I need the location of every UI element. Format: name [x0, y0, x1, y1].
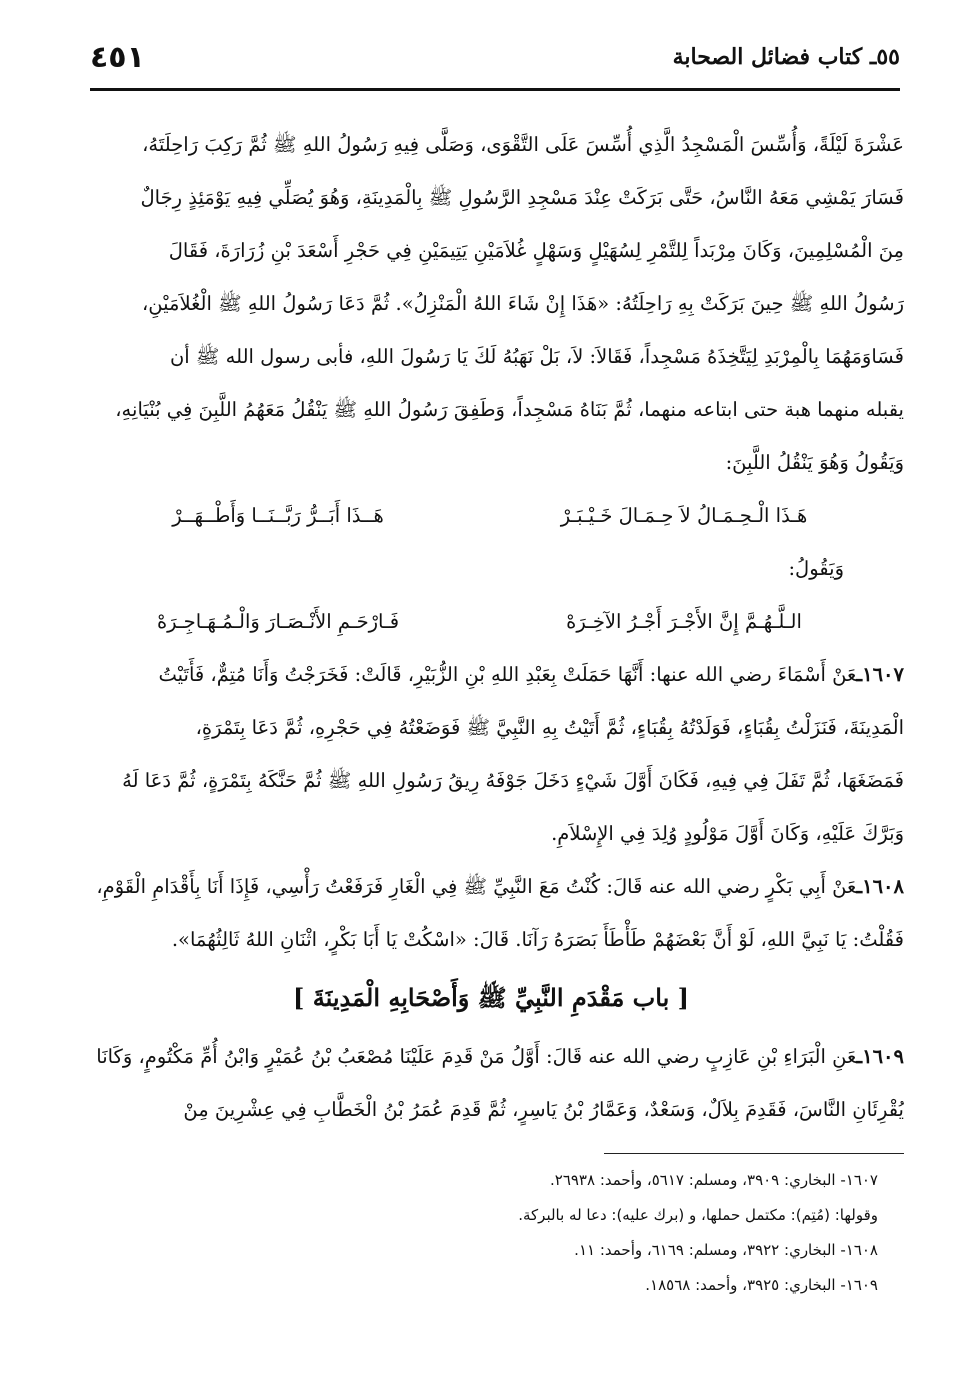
chapter-heading: [ باب مَقْدَمِ النَّبِيِّ ﷺ وَأَصْحَابِهِ الْمَدِينَةَ ]	[293, 983, 689, 1012]
text-line: يقبله منهما هبة حتى ابتاعه منهما، ثُمَّ بَنَاهُ مَسْجِداً، وَطَفِقَ رَسُولُ اللهِ ﷺ يَنْقُلُ مَعَهُمُ اللَّبِنَ فِي بُنْيَانِهِ،	[115, 398, 904, 421]
hadith-1609-line: ١٦٠٩ـعَنِ الْبَرَاءِ بْنِ عَازِبٍ رضي الله عنه قَالَ: أَوَّلُ مَنْ قَدِمَ عَلَيْنَا مُصْعَبُ بْنُ عُمَيْرٍ وَابْنُ أُمِّ مَكْتُومٍ، وَكَانَا	[96, 1045, 904, 1068]
verse-first-hemistich: هَـذَا الْـحِـمَـالُ لاَ حِـمَـالَ خَـيْـبَـرْ	[560, 504, 808, 527]
text-line: وَبَرَّكَ عَلَيْهِ، وَكَانَ أَوَّلَ مَوْلُودٍ وُلِدَ فِي الإِسْلاَمِ.	[551, 822, 904, 845]
text-line: يُقْرِئَانِ النَّاسَ، فَقَدِمَ بِلاَلٌ، وَسَعْدٌ، وَعَمَّارُ بْنُ يَاسِرٍ، ثُمَّ قَدِمَ عُمَرُ بْنُ الْخَطَّابِ فِي عِشْرِينَ مِنْ	[183, 1098, 904, 1121]
main-text	[78, 118, 904, 1136]
footnote: وقولها: (مُتِم): مكتمل حملها، و (برك عليه): دعا له بالبركة.	[518, 1206, 878, 1224]
verse-second-hemistich: هَــذَا أَبَــرُّ رَبَّــنَــا وَأَطْــهَــرْ	[172, 504, 384, 527]
hadith-1607-line: ١٦٠٧ـعَنْ أَسْمَاءَ رضي الله عنها: أَنَّهَا حَمَلَتْ بِعَبْدِ اللهِ بْنِ الزُّبَيْرِ، قَالَتْ: فَخَرَجْتُ وَأَنَا مُتِمٌّ، فَأَتَيْتُ	[158, 663, 904, 686]
page-header	[90, 40, 900, 86]
text-line: رَسُولُ اللهِ ﷺ حِينَ بَرَكَتْ بِهِ رَاحِلَتُهُ: «هَذَا إِنْ شَاءَ اللهُ الْمَنْزِلُ». ثُمَّ دَعَا رَسُولُ اللهِ ﷺ الْغُلاَمَيْنِ،	[142, 292, 904, 315]
footnote: ١٦٠٧- البخاري: ٣٩٠٩، ومسلم: ٥٦١٧، وأحمد: ٢٦٩٣٨.	[549, 1171, 878, 1189]
text-line: وَيَقُولُ وَهُوَ يَنْقُلُ اللَّبِنَ:	[725, 451, 904, 474]
header-rule	[90, 88, 900, 91]
text-line: مِنَ الْمُسْلِمِينَ، وَكَانَ مِرْبَداً لِلتَّمْرِ لِسُهَيْلٍ وَسَهْلٍ غُلاَمَيْنِ يَتِيمَيْنِ فِي حَجْرِ أَسْعَدَ بْنِ زُرَارَةَ، فَقَالَ	[168, 239, 904, 262]
text-line: عَشْرَةَ لَيْلَةً، وَأُسِّسَ الْمَسْجِدُ الَّذِي أُسِّسَ عَلَى التَّقْوَى، وَصَلَّى فِيهِ رَسُولُ اللهِ ﷺ ثُمَّ رَكِبَ رَاحِلَتَهُ،	[142, 133, 904, 156]
text-line: فَسَارَ يَمْشِي مَعَهُ النَّاسُ، حَتَّى بَرَكَتْ عِنْدَ مَسْجِدِ الرَّسُولِ ﷺ بِالْمَدِينَةِ، وَهُوَ يُصَلِّي فِيهِ يَوْمَئِذٍ رِجَالٌ	[140, 186, 904, 209]
text-line: الْمَدِينَةَ، فَنَزَلْتُ بِقُبَاءٍ، فَوَلَدْتُهُ بِقُبَاءٍ، ثُمَّ أَتَيْتُ بِهِ النَّبِيَّ ﷺ فَوَضَعْتُهُ فِي حَجْرِهِ، ثُمَّ دَعَا بِتَمْرَةٍ،	[195, 716, 904, 739]
verse-first-hemistich: الـلَّـهُـمَّ إِنَّ الأَجْـرَ أَجْـرُ الآخِـرَهْ	[566, 610, 802, 633]
verse-2	[78, 595, 904, 648]
text-line: فَمَضَغَهَا، ثُمَّ تَفَلَ فِي فِيهِ، فَكَانَ أَوَّلَ شَيْءٍ دَخَلَ جَوْفَهُ رِيقُ رَسُولِ اللهِ ﷺ ثُمَّ حَنَّكَهُ بِتَمْرَةٍ، ثُمَّ دَعَا لَهُ	[122, 769, 904, 792]
verse-second-hemistich: فَـارْحَـمِ الأَنْـصَـارَ وَالْـمُـهَـاجِـرَهْ	[156, 610, 400, 633]
hadith-1608-line: ١٦٠٨ـعَنْ أَبِي بَكْرٍ رضي الله عنه قَالَ: كُنْتُ مَعَ النَّبِيِّ ﷺ فِي الْغَارِ فَرَفَعْتُ رَأْسِي، فَإِذَا أَنَا بِأَقْدَامِ الْقَوْمِ،	[96, 875, 904, 898]
text-line: فَقُلْتُ: يَا نَبِيَّ اللهِ، لَوْ أَنَّ بَعْضَهُمْ طَأْطَأَ بَصَرَهُ رَآنَا. قَالَ: «اسْكُتْ يَا أَبَا بَكْرٍ، اثْنَانِ اللهُ ثَالِثُهُمَا».	[171, 928, 904, 951]
hadith-number: ١٦٠٩ـ	[856, 1045, 904, 1068]
hadith-number: ١٦٠٧ـ	[856, 663, 904, 686]
running-chapter-title: ٥٥ـ كتاب فضائل الصحابة	[672, 44, 900, 70]
footnote: ١٦٠٩- البخاري: ٣٩٢٥، وأحمد: ١٨٥٦٨.	[645, 1276, 878, 1294]
footnote-rule	[604, 1153, 904, 1154]
hadith-number: ١٦٠٨ـ	[856, 875, 904, 898]
page-number: ٤٥١	[90, 40, 145, 75]
footnotes	[52, 1163, 878, 1303]
footnote: ١٦٠٨- البخاري: ٣٩٢٢، ومسلم: ٦١٦٩، وأحمد: ١١.	[574, 1241, 878, 1259]
verse-1	[78, 489, 904, 542]
and-he-says: وَيَقُولُ:	[788, 557, 844, 580]
text-line: فَسَاوَمَهُمَا بِالْمِرْبَدِ لِيَتَّخِذَهُ مَسْجِداً، فَقَالاَ: لاَ، بَلْ نَهَبُهُ لَكَ يَا رَسُولَ اللهِ، فأبى رسول الله ﷺ أن	[169, 345, 904, 368]
